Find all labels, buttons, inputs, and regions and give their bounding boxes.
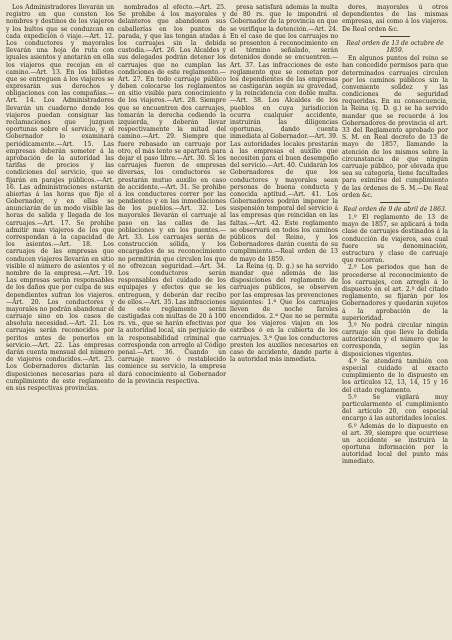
- paragraph: dores, mayorales ú otros dependientes de las mismas empresas, así como á los viajeros. De Real orden &c.: [342, 4, 448, 33]
- text-column-3: [230, 4, 338, 363]
- divider: [380, 202, 410, 203]
- paragraph: 1.º El reglamento de 13 de mayo de 1857, se aplicará á toda clase de carruajes destinados á la conducción de viajeros, sea cual fuere su denominación, estructura y clase de carruaje que recorran.: [342, 214, 448, 265]
- paragraph: 3.º No podrá circular ningún carruaje sin que lleve la debida autorización y el número que le corresponda, según las disposiciones vigentes.: [342, 321, 448, 358]
- text-column-1: [6, 4, 114, 392]
- paragraph: 5.º Se vigilará muy particularmente el cumplimiento del artículo 20, con especial encargo á las autoridades locales.: [342, 393, 448, 423]
- paragraph: presa satisfará además la multa de 80 rs. que le impondrá el Gobernador de la provincia en que se verifique la detención.—Art. 24. En el caso de que los carruajes no se presenten á reconocimiento en el término señalado, serán detenidos donde se encuentren.—Art. 37. Las infracciones de este reglamento que se cometan por los dependientes de las empresas se castigarán según su gravedad, y la reincidencia con doble multa.—Art. 38. Los Alcaldes de los pueblos en cuya jurisdicción ocurra cualquier accidente, instruirán las diligencias oportunas, dando cuenta inmediata al Gobernador.—Art. 39. Las autoridades locales prestarán á las empresas el auxilio que necesiten para el buen desempeño del servicio.—Art. 40. Cuidarán los Gobernadores de que los conductores y mayorales sean personas de buena conducta y conocida aptitud.—Art. 41. Los Gobernadores podrán imponer la suspensión temporal del servicio á las empresas que reincidan en las faltas.—Art. 42. Este reglamento se observará en todos los caminos públicos del Reino, y los Gobernadores darán cuenta de su cumplimiento.—Real orden de 13 de mayo de 1859.: [230, 4, 338, 263]
- decree-heading: Real orden de 13 de octubre de 1859.: [346, 39, 444, 54]
- paragraph: 6.º Además de lo dispuesto en el art. 39, siempre que ocurriese un accidente se instruirá la oportuna información por la autoridad local del punto más inmediato.: [342, 422, 448, 466]
- paragraph: En algunos puntos del reino se han concedido permisos para que determinados carruajes circulen por los caminos públicos sin la conveniente solidez y las condiciones de seguridad requeridas. En su consecuencia, la Reina (q. D. g.) se ha servido mandar que se recuerde á los Gobernadores de provincia el art. 33 del Reglamento aprobado por S. M. en Real decreto de 13 de mayo de 1857, llamando la atención de los mismos sobre la circunstancia de que ningún carruaje público, por elevada que sea su categoría, tiene facultades para eximirse del cumplimiento de las órdenes de S. M.—De Real orden &c.: [342, 55, 448, 199]
- divider: [380, 36, 410, 37]
- paragraph: 2.º Los periodos que han de procederse al reconocimiento de los carruajes, con arreglo á lo dispuesto en el art. 2.º del citado reglamento, se fijarán por los Gobernadores y quedarán sujetos á la aprobación de la superioridad.: [342, 264, 448, 322]
- text-column-2: [118, 4, 226, 385]
- paragraph: nombrados al efecto.—Art. 25. Se prohibe á los mayorales y delanteros que abandonen sus caballerías en los puntos de parada, y que las tengan atadas á los carruajes sin la debida custodia.—Art. 26. Los Alcaldes y sus delegados podrán detener los carruajes que no cumplan las condiciones de este reglamento.—Art. 27. En todo carruaje público deben colocarse los reglamentos en sitio visible para conocimiento de los viajeros.—Art. 28. Siempre que se encuentren dos carruajes, tomarán la derecha cediendo la izquierda, y deberán llevar respectivamente la mitad del camino.—Art. 29. Siempre que fuere rebasado un carruaje por otro, el más lento se apartará para dejar el paso libre.—Art. 30. Si los carruajes fueren de empresas diversas, los conductores se prestarán mutuo auxilio en caso de accidente.—Art. 31. Se prohibe á los conductores correr por las pendientes y en las inmediaciones de los pueblos.—Art. 32. Los mayorales llevarán el carruaje al paso en las calles de las poblaciones y en los puentes.—Art. 33. Los carruajes serán de construcción sólida, y los encargados de su reconocimiento no permitirán que circulen los que no ofrezcan seguridad.—Art. 34. Los conductores serán responsables del cuidado de los equipajes y efectos que se les entreguen, y deberán dar recibo de ellos.—Art. 35. Las infracciones de este reglamento serán castigadas con multas de 20 á 100 rs. vn., que se harán efectivas por la autoridad local, sin perjuicio de la responsabilidad criminal que corresponda con arreglo al Código penal.—Art. 36. Cuando un carruaje nuevo ó restablecido comience su servicio, la empresa dará conocimiento al Gobernador de la provincia respectiva.: [118, 4, 226, 385]
- text-column-4: [342, 4, 448, 466]
- decree-heading: Real orden de 9 de abril de 1863.: [343, 205, 447, 213]
- paragraph: Los Administradores llevarán un registro en que consten los nombres y destinos de los viajeros y los bultos que se conduzcan en cada expedición ó viaje.—Art. 12. Los conductores y mayorales llevarán una hoja de ruta con iguales asientos y anotarán en ella los viajeros que recojan en el camino.—Art. 13. En los billetes que se entreguen á los viajeros se expresarán sus derechos y obligaciones con las compañías.—Art. 14. Los Administradores llevarán un cuaderno donde los viajeros puedan consignar las reclamaciones que juzguen oportunas sobre el servicio, y el Gobernador lo examinará periódicamente.—Art. 15. Las empresas deberán someter á la aprobación de la autoridad las tarifas de precios y las condiciones del servicio, que se fijarán en parajes públicos.—Art. 16. Las administraciones estarán abiertas á las horas que fije el Gobernador, y en ellas se anunciarán de un modo visible las horas de salida y llegada de los carruajes.—Art. 17. Se prohibe admitir mas viajeros de los que correspondan á la capacidad de los asientos.—Art. 18. Los carruajes de las empresas que conducen viajeros llevarán en sitio visible el número de asientos y el nombre de la empresa.—Art. 19. Las empresas serán responsables de los daños que por culpa de sus dependientes sufran los viajeros.—Art. 20. Los conductores y mayorales no podrán abandonar el carruaje sino en los casos de absoluta necesidad.—Art. 21. Los carruajes serán reconocidos por peritos antes de ponerlos en servicio.—Art. 22. Las empresas darán cuenta mensual del número de viajeros conducidos.—Art. 23. Los Gobernadores dictarán las disposiciones necesarias para el cumplimiento de este reglamento en sus respectivas provincias.: [6, 4, 114, 392]
- paragraph: 4.º Se atenderá también con especial cuidado al exacto cumplimiento de lo dispuesto en los artículos 12, 13, 14, 15 y 16 del citado reglamento.: [342, 357, 448, 394]
- paragraph: La Reina (q. D. g.) se ha servido mandar que además de las disposiciones del reglamento de carruajes públicos, se observen por las empresas las prevenciones siguientes: 1.ª Que los carruajes lleven de noche faroles encendidos. 2.ª Que no se permita que los viajeros viajen en los estribos ó en la cubierta de los carruajes. 3.ª Que los conductores presten los auxilios necesarios en caso de accidente, dando parte á la autoridad más inmediata.: [230, 262, 338, 364]
